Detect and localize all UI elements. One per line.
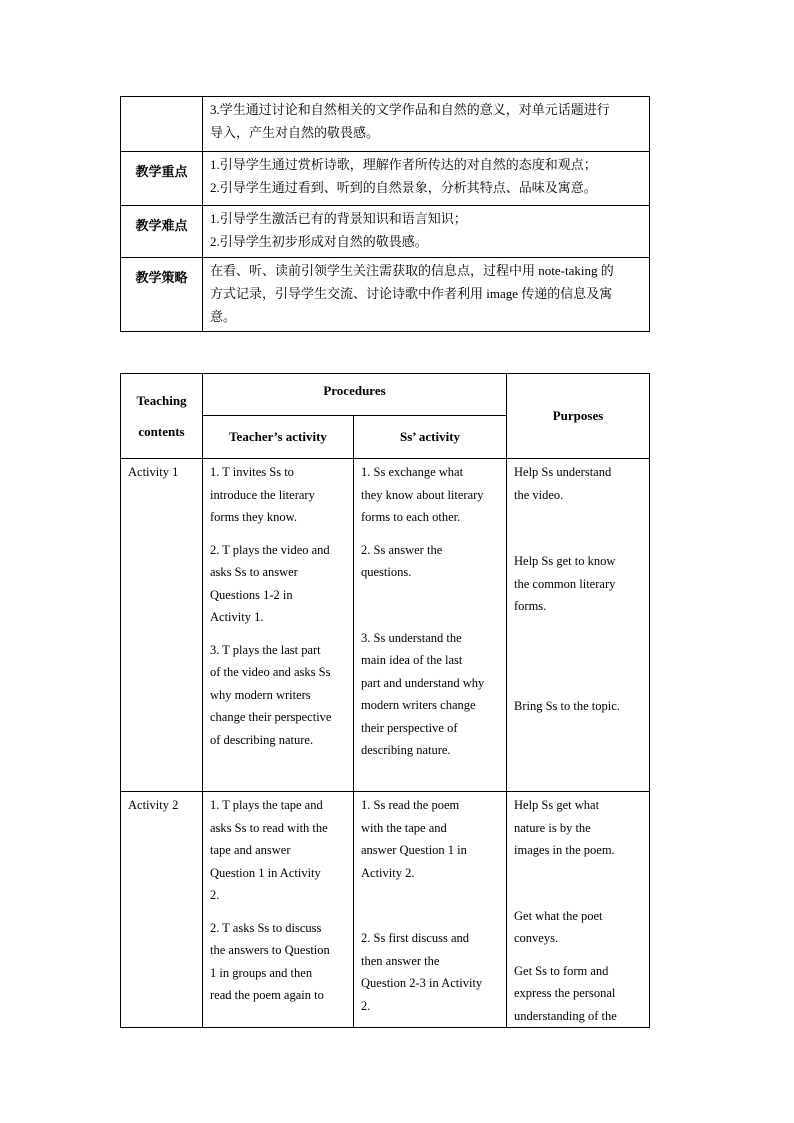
text-line: 2. — [210, 888, 220, 902]
text-line: 1. T invites Ss to — [210, 465, 294, 479]
text-line: Get Ss to form and — [514, 963, 609, 978]
text-line: Questions 1-2 in — [210, 587, 293, 602]
text-line: tape and answer — [210, 843, 291, 857]
teacher-step — [210, 539, 349, 629]
row-label — [121, 97, 203, 152]
row-content — [203, 97, 650, 152]
text-line: questions. — [361, 565, 412, 579]
row-label: 教学难点 — [121, 206, 203, 258]
text-line: introduce the literary — [210, 487, 315, 502]
activity-1-row — [121, 459, 650, 792]
text-line: 3. T plays the last part — [210, 642, 321, 657]
content-line: 在看、听、读前引领学生关注需获取的信息点，过程中用 note-taking 的 — [210, 263, 614, 278]
teacher-step — [210, 461, 349, 529]
text-line: Activity 1. — [210, 610, 264, 624]
content-line: 2.引导学生初步形成对自然的敬畏感。 — [210, 234, 428, 249]
activity-name: Activity 1 — [121, 459, 203, 792]
objectives-row — [121, 97, 650, 152]
row-content — [203, 152, 650, 206]
activity-2-row — [121, 792, 650, 1028]
teacher-step — [210, 794, 349, 907]
text-line: 3. Ss understand the — [361, 630, 462, 645]
purpose-item — [514, 794, 645, 862]
text-line: the common literary — [514, 576, 616, 591]
text-line: read the poem again to — [210, 988, 324, 1002]
content-line: 2.引导学生通过看到、听到的自然景象，分析其特点、品味及寓意。 — [210, 180, 597, 195]
text-line: the answers to Question — [210, 943, 330, 957]
ss-step — [361, 539, 502, 584]
text-line: Question 2-3 in Activity — [361, 976, 483, 990]
text-line: nature is by the — [514, 820, 591, 835]
text-line: they know about literary — [361, 487, 484, 502]
text-line: with the tape and — [361, 820, 447, 835]
ss-activity-header: Ss’ activity — [354, 416, 507, 459]
teacher-activity-header: Teacher’s activity — [203, 416, 354, 459]
purposes-cell — [507, 792, 650, 1028]
text-line: 2. T asks Ss to discuss — [210, 920, 322, 935]
key-points-row — [121, 152, 650, 206]
text-line: 2. — [361, 998, 371, 1013]
teaching-contents-header — [121, 374, 203, 459]
purposes-cell — [507, 459, 650, 792]
procedures-header: Procedures — [203, 374, 507, 416]
row-label: 教学重点 — [121, 152, 203, 206]
text-line: forms to each other. — [361, 510, 461, 524]
text-line: then answer the — [361, 953, 440, 968]
text-line: their perspective of — [361, 720, 458, 735]
purposes-header: Purposes — [507, 374, 650, 459]
objectives-table — [120, 96, 650, 332]
text-line: Help Ss get to know — [514, 554, 616, 568]
text-line: 1 in groups and then — [210, 965, 313, 980]
text-line: 2. T plays the video and — [210, 542, 330, 557]
content-line: 1.引导学生通过赏析诗歌，理解作者所传达的对自然的态度和观点； — [210, 157, 597, 172]
text-line: 2. Ss first discuss and — [361, 931, 469, 945]
text-line: why modern writers — [210, 687, 311, 702]
row-content — [203, 206, 650, 258]
text-line: Activity 2. — [361, 865, 415, 880]
purpose-item — [514, 695, 645, 718]
text-line: forms they know. — [210, 510, 298, 524]
ss-step — [361, 794, 502, 884]
row-label: 教学策略 — [121, 258, 203, 332]
header-text: Teaching — [136, 393, 187, 408]
text-line: Get what the poet — [514, 908, 603, 923]
teacher-step — [210, 917, 349, 1007]
text-line: conveys. — [514, 931, 559, 945]
content-line: 导入，产生对自然的敬畏感。 — [210, 125, 380, 140]
row-content — [203, 258, 650, 332]
text-line: forms. — [514, 599, 547, 613]
text-line: 1. Ss exchange what — [361, 465, 464, 479]
text-line: 1. Ss read the poem — [361, 798, 460, 812]
text-line: Help Ss get what — [514, 798, 600, 812]
text-line: asks Ss to answer — [210, 565, 298, 579]
text-line: the video. — [514, 487, 564, 502]
text-line: modern writers change — [361, 698, 476, 712]
purpose-item — [514, 461, 645, 506]
text-line: asks Ss to read with the — [210, 820, 328, 835]
content-line: 1.引导学生激活已有的背景知识和语言知识； — [210, 211, 467, 226]
text-line: express the personal — [514, 986, 616, 1000]
purpose-item — [514, 905, 645, 950]
text-line: main idea of the last — [361, 653, 463, 667]
text-line: Help Ss understand — [514, 465, 612, 479]
text-line: change their perspective — [210, 710, 332, 724]
ss-step — [361, 461, 502, 529]
teacher-step — [210, 639, 349, 752]
teacher-activity-cell — [203, 792, 354, 1028]
content-line: 3.学生通过讨论和自然相关的文学作品和自然的意义，对单元话题进行 — [210, 102, 610, 117]
procedures-table — [120, 373, 650, 1028]
content-line: 方式记录，引导学生交流、讨论诗歌中作者利用 image 传递的信息及寓 — [210, 286, 613, 301]
ss-step — [361, 627, 502, 762]
strategies-row — [121, 258, 650, 332]
text-line: 1. T plays the tape and — [210, 798, 323, 812]
purpose-item — [514, 960, 645, 1028]
text-line: of the video and asks Ss — [210, 665, 331, 679]
text-line: of describing nature. — [210, 732, 314, 747]
ss-step — [361, 927, 502, 1017]
header-text: contents — [138, 424, 185, 439]
teacher-activity-cell — [203, 459, 354, 792]
text-line: images in the poem. — [514, 843, 615, 857]
header-row — [121, 374, 650, 416]
activity-name: Activity 2 — [121, 792, 203, 1028]
text-line: Question 1 in Activity — [210, 865, 321, 880]
text-line: Bring Ss to the topic. — [514, 698, 620, 713]
text-line: understanding of the — [514, 1008, 617, 1023]
purpose-item — [514, 550, 645, 618]
difficulties-row — [121, 206, 650, 258]
text-line: part and understand why — [361, 675, 485, 690]
content-line: 意。 — [210, 309, 237, 324]
text-line: describing nature. — [361, 743, 451, 757]
text-line: 2. Ss answer the — [361, 542, 443, 557]
ss-activity-cell — [354, 459, 507, 792]
ss-activity-cell — [354, 792, 507, 1028]
text-line: answer Question 1 in — [361, 843, 467, 857]
